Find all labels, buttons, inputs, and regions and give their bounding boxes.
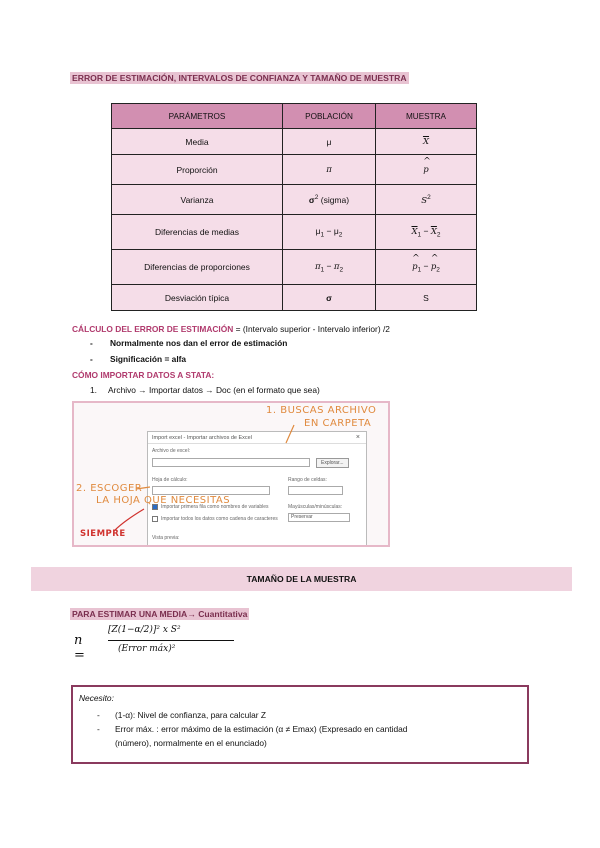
population-symbol-a: π — [314, 261, 321, 272]
population-operator: − — [324, 225, 334, 236]
population-exponent: 2 — [314, 194, 319, 202]
first-row-label: Importar primera fila como nombres de variables — [161, 504, 269, 510]
annotation-2: 2. ESCOGER — [76, 483, 143, 494]
sample-size-band: TAMAÑO DE LA MUESTRA — [31, 567, 572, 591]
population-operator: − — [324, 260, 334, 271]
import-step — [90, 385, 320, 395]
error-calc-line — [72, 324, 390, 334]
sample-sub-b: 2 — [436, 231, 441, 239]
table-row — [112, 129, 477, 155]
population-cell — [283, 155, 376, 185]
table-row — [112, 185, 477, 215]
list-item — [79, 708, 521, 722]
annotation-2b: LA HOJA QUE NECESITAS — [96, 495, 231, 506]
sample-exponent: 2 — [427, 193, 431, 201]
sample-sub-b: 2 — [436, 266, 440, 274]
header-muestra: MUESTRA — [376, 104, 477, 129]
case-label: Mayúsculas/minúsculas: — [288, 504, 343, 510]
bullet-dash: - — [97, 724, 100, 734]
needs-box — [71, 685, 529, 764]
sample-cell — [376, 129, 477, 155]
population-symbol-a: μ — [315, 225, 321, 236]
sample-symbol-a: $\overline{X}$ — [411, 226, 418, 237]
sample-symbol: ^ p — [423, 165, 428, 175]
table-row — [112, 155, 477, 185]
annotation-1: 1. BUSCAS ARCHIVO — [266, 405, 377, 416]
param-cell: Proporción — [112, 155, 283, 185]
step-text: Archivo → Importar datos → Doc (en el formato que sea) — [108, 385, 320, 395]
population-cell — [283, 185, 376, 215]
table-row — [112, 215, 477, 250]
param-cell: Media — [112, 129, 283, 155]
needs-item-text: (número), normalmente en el enunciado) — [115, 738, 267, 748]
needs-item-text: Error máx. : error máximo de la estimación (α ≠ Emax) (Expresado en cantidad — [115, 724, 408, 734]
step-number: 1. — [90, 385, 97, 395]
needs-item-text: (1-α): Nivel de confianza, para calcular Z — [115, 710, 266, 720]
sheet-label: Hoja de cálculo: — [152, 477, 188, 483]
formula-denominator: (Error máx)² — [118, 644, 176, 654]
file-label: Archivo de excel: — [152, 448, 191, 454]
sample-symbol-b: ^ p — [431, 262, 436, 272]
sample-symbol: $\overline{X}$ — [422, 137, 430, 147]
error-calc-text: = (Intervalo superior - Intervalo inferior) /2 — [233, 324, 390, 334]
arrow-1 — [286, 425, 294, 443]
browse-button: Explorar... — [316, 458, 349, 468]
population-symbol: π — [326, 165, 332, 175]
bullet-text: Normalmente nos dan el error de estimación — [110, 338, 288, 348]
arrow-3 — [114, 509, 144, 531]
sample-symbol-b: $\overline{X}$ — [430, 226, 437, 237]
list-item-continuation — [79, 736, 521, 750]
sample-cell: S — [376, 285, 477, 311]
sample-symbol-a: ^ p — [412, 262, 417, 272]
import-heading: CÓMO IMPORTAR DATOS A STATA: — [72, 370, 215, 380]
table-row — [112, 285, 477, 311]
list-item — [79, 722, 521, 736]
annotation-3: SIEMPRE — [80, 529, 126, 539]
header-parametros: PARÁMETROS — [112, 104, 283, 129]
dialog-title: Import excel - Importar archivos de Excel — [148, 432, 366, 444]
population-sub-b: 2 — [339, 266, 344, 274]
arrow-2 — [136, 487, 150, 489]
header-poblacion: POBLACIÓN — [283, 104, 376, 129]
fraction-line — [108, 640, 234, 641]
population-symbol: σ — [308, 194, 315, 205]
population-symbol-b: μ — [333, 225, 339, 236]
formula-numerator: [Z(1−α/2)]² x S² — [108, 625, 181, 635]
close-icon: × — [355, 434, 360, 441]
param-cell: Diferencias de proporciones — [112, 250, 283, 285]
bullet-text: Significación = alfa — [110, 354, 187, 364]
list-item — [90, 354, 186, 364]
mean-heading: PARA ESTIMAR UNA MEDIA→ Cuantitativa — [72, 609, 248, 619]
population-cell — [283, 285, 376, 311]
population-cell — [283, 250, 376, 285]
sample-cell — [376, 155, 477, 185]
annotation-1b: EN CARPETA — [304, 418, 372, 429]
strings-label: Importar todos los datos como cadena de caracteres — [161, 516, 278, 522]
population-symbol-b: π — [333, 261, 340, 272]
sample-operator: − — [421, 225, 431, 236]
population-sub-b: 2 — [338, 231, 343, 239]
param-cell: Diferencias de medias — [112, 215, 283, 250]
bullet-dash: - — [90, 354, 93, 364]
sample-sub-a: 1 — [417, 231, 422, 239]
table-row — [112, 250, 477, 285]
sample-cell — [376, 250, 477, 285]
population-cell: μ — [283, 129, 376, 155]
section-heading: ERROR DE ESTIMACIÓN, INTERVALOS DE CONFIANZA Y TAMAÑO DE MUESTRA — [72, 73, 407, 83]
error-calc-label: CÁLCULO DEL ERROR DE ESTIMACIÓN — [72, 324, 234, 334]
population-symbol: σ — [326, 292, 332, 303]
sample-operator: − — [421, 260, 431, 271]
population-sub-a: 1 — [320, 231, 325, 239]
formula-lhs: n = — [74, 633, 85, 663]
param-cell: Desviación típica — [112, 285, 283, 311]
case-select: Preservar — [288, 513, 350, 522]
list-item — [90, 338, 287, 348]
needs-title: Necesito: — [79, 693, 114, 703]
bullet-dash: - — [90, 338, 93, 348]
population-note: (sigma) — [318, 194, 350, 205]
parameters-table — [111, 103, 477, 311]
range-label: Rango de celdas: — [288, 477, 327, 483]
param-cell: Varianza — [112, 185, 283, 215]
population-cell — [283, 215, 376, 250]
bullet-dash: - — [97, 710, 100, 720]
sample-sub-a: 1 — [417, 266, 422, 274]
preview-label: Vista previa: — [152, 535, 180, 541]
stata-import-screenshot — [72, 401, 390, 547]
sample-symbol: S — [421, 195, 428, 206]
annotation-arrows — [74, 403, 390, 547]
sample-cell — [376, 185, 477, 215]
sample-cell — [376, 215, 477, 250]
population-sub-a: 1 — [320, 266, 325, 274]
